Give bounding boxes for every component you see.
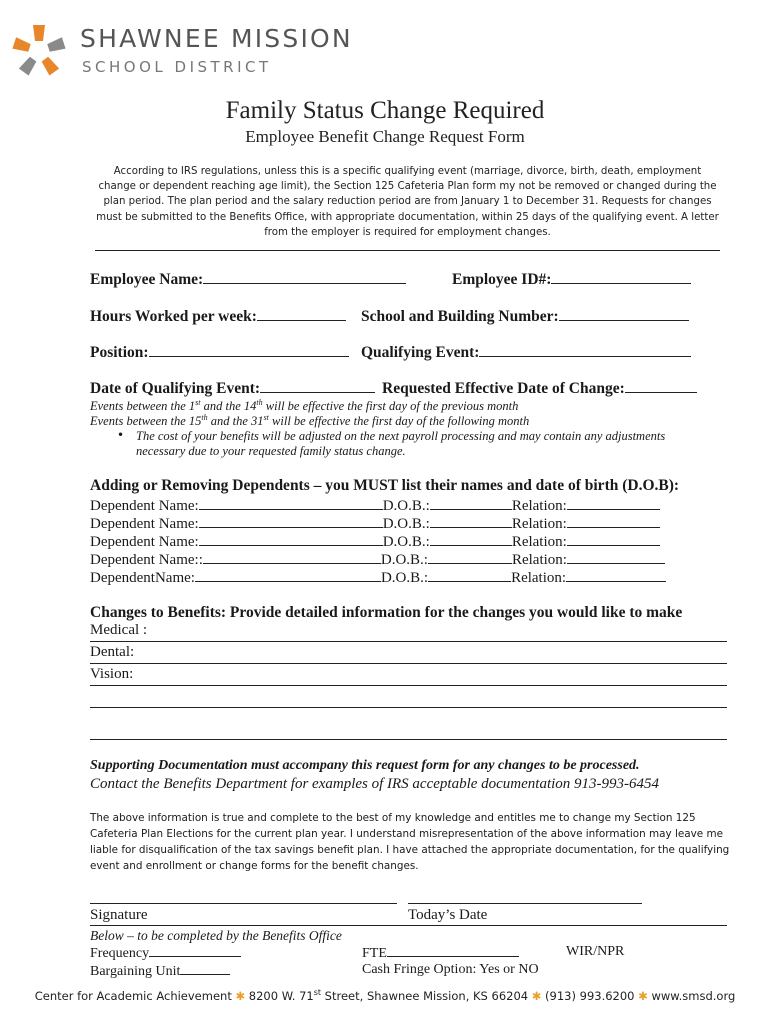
fte-line[interactable] [387,944,519,957]
dependent-dob-line[interactable] [428,549,512,564]
intro-paragraph: According to IRS regulations, unless this is a specific qualifying event (marriage, divorce, birth, death, employment change or dependent reaching age limit), the Section 125 Cafeteria Plan form my not be removed or changed during the plan period. The plan period and the salary reduction period are from January 1 to December 31. Requests for changes must be submitted to the Benefits Office, with appropriate documentation, within 25 days of the qualifying event. A letter from the employer is required for employment changes. [96,166,719,238]
qualifying-event-field[interactable] [361,342,691,362]
position-label: Position: [90,344,149,361]
medical-label: Medical : [90,622,148,638]
footer-phone: (913) 993.6200 [545,988,635,1003]
star-icon: ✱ [531,988,542,1003]
changes-heading: Changes to Benefits: Provide detailed information for the changes you would like to make [90,604,683,621]
certification-paragraph: The above information is true and complete to the best of my knowledge and entitles me to change my Section 125 Cafeteria Plan Elections for the current plan year. I understand misrepresentation of the above information may leave me liable for disqualification of the tax savings benefit plan. I have attached the appropriate documentation, for the qualifying event and enrollment or change forms for the benefit changes. [90,812,730,872]
date-qualifying-line[interactable] [260,378,375,393]
bullet-line-2: necessary due to your requested family status change. [136,444,406,458]
dependent-name-line[interactable] [199,531,383,546]
frequency-field[interactable]: Frequency [90,944,241,962]
dependent-relation-line[interactable] [567,549,665,564]
dental-label: Dental: [90,644,135,660]
contact-line: Contact the Benefits Department for examples of IRS acceptable documentation 913-993-6454 [90,776,660,792]
dependent-dob-line[interactable] [430,513,512,528]
district-name-line2: SCHOOL DISTRICT [82,58,272,76]
school-building-field[interactable] [361,306,689,326]
dependent-row[interactable]: Dependent Name: D.O.B.: Relation: [90,513,660,533]
date-line[interactable] [408,903,642,904]
qualifying-event-line[interactable] [479,342,691,357]
dental-line[interactable] [90,663,727,664]
position-line[interactable] [149,342,349,357]
footer-org: Center for Academic Achievement [34,988,232,1003]
vision-label: Vision: [90,666,134,682]
frequency-line[interactable] [149,944,241,957]
dependent-name-line[interactable] [199,495,383,510]
dependent-relation-line[interactable] [567,531,660,546]
events-note-1: Events between the 1st and the 14th will be effective the first day of the previous month [90,398,519,414]
employee-name-line[interactable] [203,269,406,284]
employee-id-line[interactable] [551,269,691,284]
section-divider [95,250,720,251]
dependent-relation-line[interactable] [567,513,660,528]
wir-npr-label: WIR/NPR [566,944,625,959]
medical-line[interactable] [90,641,727,642]
vision-line[interactable] [90,685,727,686]
school-building-label: School and Building Number: [361,308,559,325]
employee-id-label: Employee ID#: [452,271,552,288]
footer [0,988,770,1003]
form-subtitle: Employee Benefit Change Request Form [245,127,525,146]
employee-name-label: Employee Name: [90,271,204,288]
dependent-relation-line[interactable] [567,495,660,510]
dependent-row[interactable]: Dependent Name: D.O.B.: Relation: [90,495,660,515]
employee-name-field[interactable] [90,269,406,289]
dependent-name-line[interactable] [199,513,383,528]
date-qualifying-field[interactable] [90,378,375,398]
signature-line[interactable] [90,903,397,904]
supporting-doc-note: Supporting Documentation must accompany this request form for any changes to be processed. [90,758,640,773]
bargaining-unit-line[interactable] [180,962,230,975]
district-name-line1: SHAWNEE MISSION [80,24,353,53]
dependent-row[interactable]: Dependent Name: D.O.B.: Relation: [90,531,660,551]
bargaining-unit-field[interactable]: Bargaining Unit [90,962,230,980]
dependent-dob-line[interactable] [430,531,512,546]
position-field[interactable] [90,342,349,362]
dependent-row[interactable]: Dependent Name:: D.O.B.: Relation: [90,549,665,569]
hours-worked-label: Hours Worked per week: [90,308,257,325]
signature-label: Signature [90,907,148,923]
dependent-row[interactable]: DependentName: D.O.B.: Relation: [90,567,666,587]
requested-date-label: Requested Effective Date of Change: [382,380,625,397]
office-use-heading: Below – to be completed by the Benefits Office [90,928,342,943]
form-title: Family Status Change Required [225,97,545,124]
dependent-relation-line[interactable] [566,567,666,582]
extra-line[interactable] [90,739,727,740]
bullet-icon: • [117,428,125,442]
footer-website[interactable]: www.smsd.org [651,988,736,1003]
qualifying-event-label: Qualifying Event: [361,344,480,361]
fte-field[interactable]: FTE [362,944,519,962]
events-note-2: Events between the 15th and the 31st will be effective the first day of the following month [90,413,530,429]
hours-worked-line[interactable] [257,306,346,321]
extra-line[interactable] [90,707,727,708]
date-label: Today’s Date [408,907,488,923]
district-logo-icon [8,22,70,80]
dependent-name-line[interactable] [195,567,381,582]
employee-id-field[interactable] [452,269,691,289]
dependents-heading: Adding or Removing Dependents – you MUST list their names and date of birth (D.O.B): [90,477,680,494]
bullet-line-1: The cost of your benefits will be adjusted on the next payroll processing and may contain any adjustments [136,429,666,443]
hours-worked-field[interactable] [90,306,346,326]
dependent-dob-line[interactable] [428,567,511,582]
star-icon: ✱ [638,988,648,1003]
dependent-name-line[interactable] [203,549,381,564]
star-icon: ✱ [235,988,246,1003]
footer-address: 8200 W. 71st Street, Shawnee Mission, KS 66204 [248,988,529,1003]
date-qualifying-label: Date of Qualifying Event: [90,380,261,397]
cash-fringe-label: Cash Fringe Option: Yes or NO [362,962,539,977]
dependent-dob-line[interactable] [430,495,512,510]
requested-date-field[interactable] [382,378,697,398]
requested-date-line[interactable] [625,378,697,393]
office-use-divider [90,925,727,926]
school-building-line[interactable] [559,306,689,321]
